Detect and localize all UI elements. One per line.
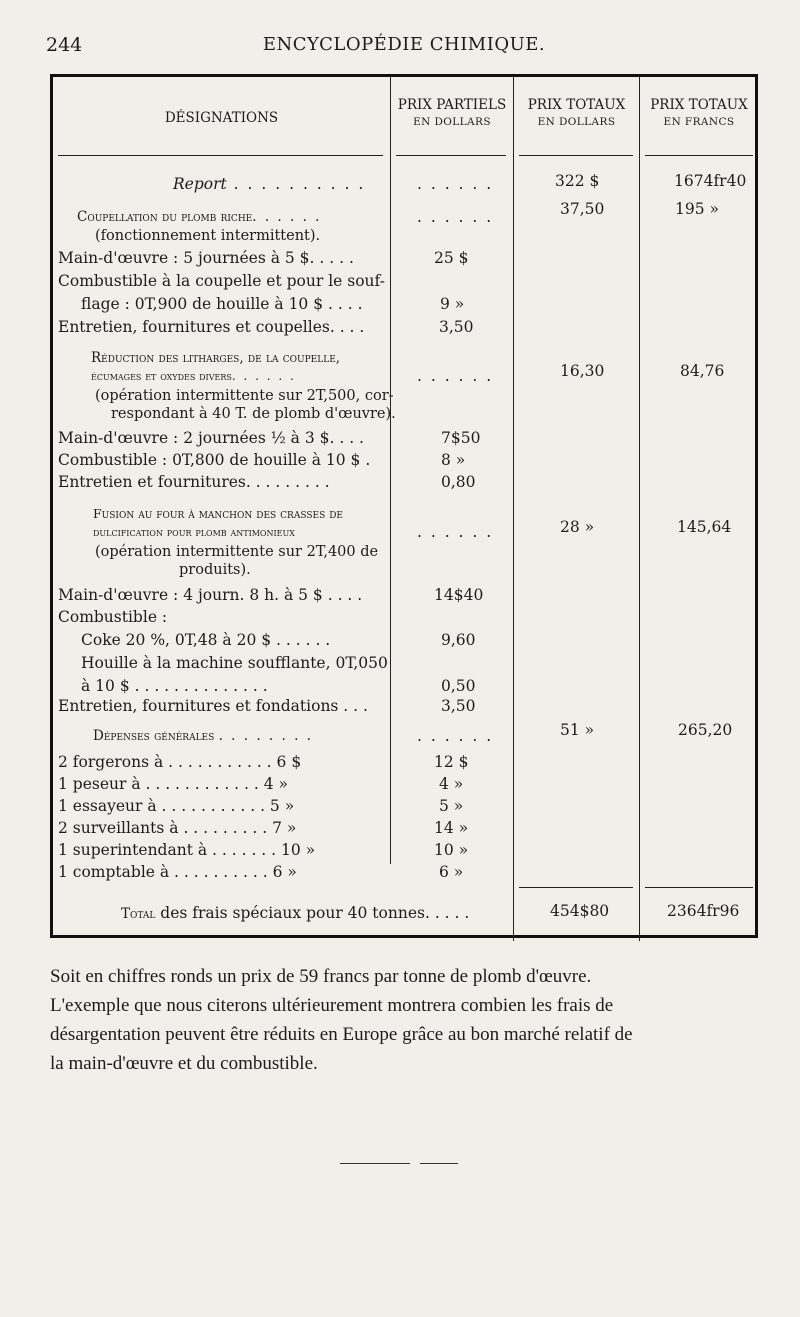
fusion-title: Fusion au four à manchon des crasses de [93,506,343,521]
header-prix-totaux-dollars: PRIX TOTAUX EN DOLLARS [527,97,626,128]
reduction-note: respondant à 40 T. de plomb d'œuvre). [111,406,396,422]
header-prix-totaux-francs: PRIX TOTAUX EN FRANCS [650,97,748,128]
fusion-item: à 10 $ . . . . . . . . . . . . . . [81,677,268,695]
coupellation-item: flage : 0T,900 de houille à 10 $ . . . . [81,295,363,313]
fusion-dots: . . . . . . [417,523,494,541]
report-dollars: 322 $ [555,172,600,190]
end-rule [420,1163,458,1164]
coupellation-item-value: 9 » [440,295,465,313]
header-rule [396,155,506,156]
header-rule [519,155,633,156]
depenses-item-value: 10 » [434,841,469,859]
coupellation-item-value: 3,50 [439,318,474,336]
coupellation-note: (fonctionnement intermittent). [95,228,321,244]
depenses-item: 1 superintendant à . . . . . . . 10 » [58,841,316,859]
depenses-francs: 265,20 [678,721,733,739]
reduction-item: Entretien et fournitures. . . . . . . . . [58,473,330,491]
depenses-item: 2 forgerons à . . . . . . . . . . . 6 $ [58,753,302,771]
report-dots: . . . . . . [417,175,494,193]
depenses-item-value: 12 $ [434,753,469,771]
depenses-item-value: 4 » [439,775,464,793]
column-rule [513,77,514,941]
fusion-item: Coke 20 %, 0T,48 à 20 $ . . . . . . [81,631,331,649]
reduction-note: (opération intermittente sur 2T,500, cor- [95,388,394,404]
reduction-dots: . . . . . . [417,367,494,385]
body-paragraph [50,962,766,1078]
fusion-item-value: 3,50 [441,697,476,715]
total-rule [519,887,633,888]
fusion-dollars: 28 » [560,518,595,536]
total-rule [645,887,753,888]
fusion-item: Houille à la machine soufflante, 0T,050 [81,654,388,672]
coupellation-item-value: 25 $ [434,249,469,267]
depenses-item: 2 surveillants à . . . . . . . . . 7 » [58,819,297,837]
paragraph-line: la main-d'œuvre et du combustible. [50,1053,318,1074]
fusion-note: (opération intermittente sur 2T,400 de [95,544,379,560]
header-rule [58,155,383,156]
coupellation-item: Combustible à la coupelle et pour le souf- [58,272,385,290]
fusion-item-value: 0,50 [441,677,476,695]
reduction-item-value: 7$50 [441,429,481,447]
column-rule [639,77,640,941]
fusion-item-value: 9,60 [441,631,476,649]
header-designations: DÉSIGNATIONS [164,110,279,126]
page-number: 244 [46,34,83,56]
fusion-item: Entretien, fournitures et fondations . . . [58,697,368,715]
coupellation-dollars: 37,50 [560,200,605,218]
reduction-item: Combustible : 0T,800 de houille à 10 $ . [58,451,371,469]
coupellation-title: Coupellation du plomb riche. . . . . . [77,209,322,225]
coupellation-item: Main-d'œuvre : 5 journées à 5 $. . . . . [58,249,354,267]
reduction-title: écumages et oxydes divers. . . . . . [91,369,296,383]
reduction-item-value: 0,80 [441,473,476,491]
fusion-title: dulcification pour plomb antimonieux [93,525,295,539]
reduction-dollars: 16,30 [560,362,605,380]
depenses-dots: . . . . . . [417,727,494,745]
fusion-item: Combustible : [58,608,168,626]
report-label: Report . . . . . . . . . . [173,175,366,193]
coupellation-item: Entretien, fournitures et coupelles. . . . [58,318,365,336]
reduction-item-value: 8 » [441,451,466,469]
coupellation-francs: 195 » [675,200,719,218]
fusion-item: Main-d'œuvre : 4 journ. 8 h. à 5 $ . . . . [58,586,363,604]
depenses-item-value: 14 » [434,819,469,837]
reduction-title: Réduction des litharges, de la coupelle, [91,350,341,366]
depenses-title: Dépenses générales . . . . . . . . [93,728,313,744]
page-header [46,34,762,60]
column-rule [390,77,391,864]
depenses-item: 1 essayeur à . . . . . . . . . . . 5 » [58,797,295,815]
depenses-item: 1 peseur à . . . . . . . . . . . . 4 » [58,775,289,793]
paragraph-line: L'exemple que nous citerons ultérieurement montrera combien les frais de [50,995,614,1016]
coupellation-dots: . . . . . . [417,208,494,226]
paragraph-line: désargentation peuvent être réduits en Europe grâce au bon marché relatif de [50,1024,633,1045]
depenses-item: 1 comptable à . . . . . . . . . . 6 » [58,863,297,881]
total-francs: 2364fr96 [667,902,740,920]
fusion-francs: 145,64 [677,518,732,536]
reduction-francs: 84,76 [680,362,725,380]
fusion-note: produits). [179,562,251,578]
depenses-item-value: 5 » [439,797,464,815]
total-label: Total des frais spéciaux pour 40 tonnes. . . . . [121,904,470,922]
header-rule [645,155,753,156]
end-rule [340,1163,410,1164]
report-francs: 1674fr40 [674,172,747,190]
paragraph-line: Soit en chiffres ronds un prix de 59 francs par tonne de plomb d'œuvre. [50,966,592,987]
reduction-item: Main-d'œuvre : 2 journées ½ à 3 $. . . . [58,429,364,447]
header-prix-partiels: PRIX PARTIELS EN DOLLARS [397,97,507,128]
cost-table [50,74,758,938]
depenses-item-value: 6 » [439,863,464,881]
fusion-item-value: 14$40 [434,586,484,604]
depenses-dollars: 51 » [560,721,595,739]
total-dollars: 454$80 [550,902,610,920]
running-head: ENCYCLOPÉDIE CHIMIQUE. [262,34,546,55]
